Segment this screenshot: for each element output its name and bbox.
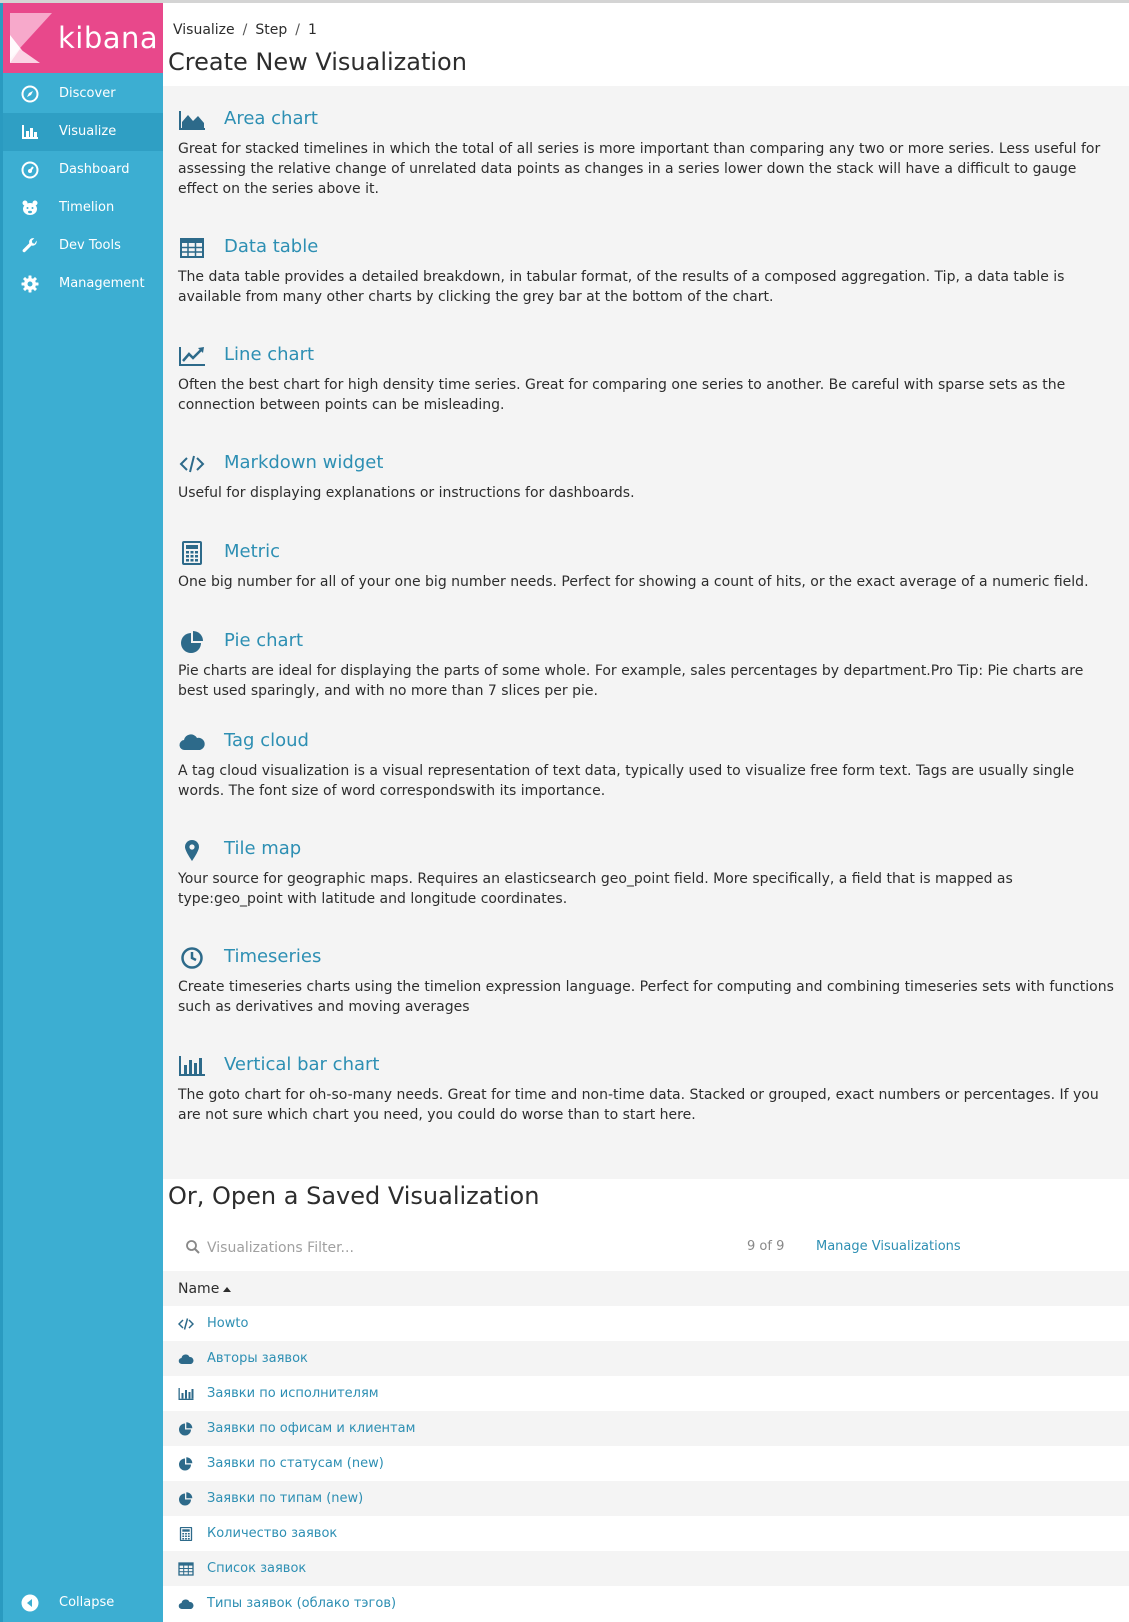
bar-chart-icon	[21, 123, 39, 141]
nav-label: Timelion	[59, 200, 115, 215]
column-label: Name	[178, 1281, 220, 1297]
collapse-button[interactable]	[3, 1585, 163, 1621]
nav-item-dashboard[interactable]	[3, 151, 163, 189]
vis-type-name[interactable]: Area chart	[224, 108, 318, 129]
saved-vis-link[interactable]: Заявки по типам (new)	[207, 1491, 364, 1506]
vis-type-name[interactable]: Timeseries	[224, 946, 322, 967]
saved-vis-link[interactable]: Список заявок	[207, 1561, 307, 1576]
saved-visualizations-title: Or, Open a Saved Visualization	[168, 1182, 540, 1210]
table-row[interactable]	[163, 1446, 1129, 1481]
calculator-icon	[178, 1527, 194, 1541]
vis-type-description: Your source for geographic maps. Requires an elasticsearch geo_point field. More specifically, a field that is mapped as type:geo_point with latitude and longitude coordinates.	[178, 871, 1013, 907]
visualizations-filter-input[interactable]	[207, 1233, 687, 1263]
saved-vis-link[interactable]: Заявки по офисам и клиентам	[207, 1421, 416, 1436]
main-nav	[3, 75, 163, 303]
kibana-logo-icon	[10, 13, 52, 63]
page-title: Create New Visualization	[168, 48, 467, 76]
vis-type-name[interactable]: Tile map	[224, 838, 302, 859]
table-row[interactable]	[163, 1586, 1129, 1621]
breadcrumb-step-number: 1	[307, 22, 317, 38]
saved-vis-link[interactable]: Количество заявок	[207, 1526, 338, 1541]
results-count: 9 of 9	[747, 1239, 785, 1254]
vis-type-pie-chart[interactable]	[163, 626, 1129, 701]
map-marker-icon	[178, 838, 206, 862]
vis-type-area-chart[interactable]	[163, 104, 1129, 199]
vis-type-vertical-bar-chart[interactable]	[163, 1050, 1129, 1125]
table-row[interactable]	[163, 1376, 1129, 1411]
table-row[interactable]	[163, 1516, 1129, 1551]
table-icon	[178, 1562, 194, 1576]
saved-search-bar	[163, 1225, 1129, 1271]
code-icon	[178, 1317, 194, 1331]
vis-type-name[interactable]: Line chart	[224, 344, 315, 365]
line-chart-icon	[178, 344, 206, 368]
cloud-icon	[178, 730, 206, 754]
vis-type-name[interactable]: Data table	[224, 236, 319, 257]
saved-vis-link[interactable]: Заявки по исполнителям	[207, 1386, 379, 1401]
vis-type-description: Great for stacked timelines in which the total of all series is more important than comparing any two or more series. Less useful for assessing the relative change of unrelated data points as changes in a series lower down the stack will have a difficult to gauge effect on the series above it.	[178, 141, 1101, 197]
nav-label: Dashboard	[59, 162, 130, 177]
vis-type-name[interactable]: Pie chart	[224, 630, 304, 651]
saved-vis-link[interactable]: Howto	[207, 1316, 249, 1331]
vis-type-description: Often the best chart for high density time series. Great for comparing one series to another. Be careful with sparse sets as the connection between points can be misleading.	[178, 377, 1066, 413]
vis-type-description: Create timeseries charts using the timelion expression language. Perfect for computing and combining timeseries sets with functions such as derivatives and moving averages	[178, 979, 1114, 1015]
breadcrumb	[173, 22, 317, 38]
vis-type-description: The data table provides a detailed breakdown, in tabular format, of the results of a composed aggregation. Tip, a data table is available from many other charts by clicking the grey bar at the bottom of the chart.	[178, 269, 1065, 305]
nav-item-management[interactable]	[3, 265, 163, 303]
pie-chart-icon	[178, 1457, 194, 1471]
sort-ascending-icon	[223, 1287, 231, 1292]
vis-type-data-table[interactable]	[163, 232, 1129, 307]
cloud-icon	[178, 1597, 194, 1611]
vis-type-line-chart[interactable]	[163, 340, 1129, 415]
pie-chart-icon	[178, 630, 206, 654]
vis-type-tile-map[interactable]	[163, 834, 1129, 909]
timelion-bear-icon	[21, 199, 39, 217]
vis-type-description: The goto chart for oh-so-many needs. Great for time and non-time data. Stacked or grouped, exact numbers or percentages. If you are not sure which chart you need, you could do worse than to start here.	[178, 1087, 1099, 1123]
main-content	[163, 3, 1129, 1622]
wrench-icon	[21, 237, 39, 255]
bar-chart-icon	[178, 1387, 194, 1401]
breadcrumb-visualize[interactable]: Visualize	[173, 22, 235, 38]
pie-chart-icon	[178, 1492, 194, 1506]
clock-icon	[178, 946, 206, 970]
vis-type-description: A tag cloud visualization is a visual representation of text data, typically used to visualize free form text. Tags are usually single words. The font size of word correspondswith its importance.	[178, 763, 1075, 799]
bar-chart-icon	[178, 1054, 206, 1078]
saved-vis-link[interactable]: Типы заявок (облако тэгов)	[207, 1596, 397, 1611]
vis-type-description: Useful for displaying explanations or instructions for dashboards.	[178, 485, 635, 501]
manage-visualizations-link[interactable]: Manage Visualizations	[816, 1239, 961, 1254]
nav-item-visualize[interactable]	[3, 113, 163, 151]
saved-visualizations-table	[163, 1271, 1129, 1621]
cloud-icon	[178, 1352, 194, 1366]
vis-type-timeseries[interactable]	[163, 942, 1129, 1017]
breadcrumb-step: Step	[255, 22, 288, 38]
vis-type-metric[interactable]	[163, 537, 1129, 592]
nav-label: Visualize	[59, 124, 117, 139]
dashboard-gauge-icon	[21, 161, 39, 179]
vis-type-name[interactable]: Markdown widget	[224, 452, 384, 473]
table-row[interactable]	[163, 1306, 1129, 1341]
nav-item-discover[interactable]	[3, 75, 163, 113]
logo-wordmark: kibana	[58, 21, 159, 55]
saved-vis-link[interactable]: Авторы заявок	[207, 1351, 308, 1366]
vis-type-name[interactable]: Tag cloud	[224, 730, 309, 751]
table-header	[163, 1271, 1129, 1306]
vis-type-name[interactable]: Vertical bar chart	[224, 1054, 380, 1075]
nav-label: Management	[59, 276, 145, 291]
compass-icon	[21, 85, 39, 103]
table-row[interactable]	[163, 1551, 1129, 1586]
table-row[interactable]	[163, 1481, 1129, 1516]
calculator-icon	[178, 541, 206, 565]
pie-chart-icon	[178, 1422, 194, 1436]
search-icon	[185, 1239, 201, 1255]
kibana-logo[interactable]	[3, 3, 163, 73]
table-row[interactable]	[163, 1411, 1129, 1446]
nav-item-dev-tools[interactable]	[3, 227, 163, 265]
gear-icon	[21, 275, 39, 293]
sidebar	[0, 3, 163, 1622]
collapse-arrow-icon	[21, 1594, 39, 1612]
name-column-header[interactable]	[178, 1281, 231, 1297]
vis-type-description: One big number for all of your one big number needs. Perfect for showing a count of hits, or the exact average of a numeric field.	[178, 574, 1089, 590]
visualization-types-list	[163, 86, 1129, 1179]
nav-label: Discover	[59, 86, 116, 101]
vis-type-tag-cloud[interactable]	[163, 726, 1129, 801]
breadcrumb-separator: /	[242, 22, 248, 38]
breadcrumb-separator: /	[295, 22, 300, 38]
saved-vis-link[interactable]: Заявки по статусам (new)	[207, 1456, 384, 1471]
table-row[interactable]	[163, 1341, 1129, 1376]
table-icon	[178, 236, 206, 260]
vis-type-name[interactable]: Metric	[224, 541, 280, 562]
collapse-label: Collapse	[59, 1595, 115, 1610]
vis-type-markdown-widget[interactable]	[163, 448, 1129, 503]
area-chart-icon	[178, 108, 206, 132]
vis-type-description: Pie charts are ideal for displaying the parts of some whole. For example, sales percentages by department.Pro Tip: Pie charts are best used sparingly, and with no more than 7 slices per pie.	[178, 663, 1084, 699]
nav-item-timelion[interactable]	[3, 189, 163, 227]
code-icon	[178, 452, 206, 476]
nav-label: Dev Tools	[59, 238, 121, 253]
